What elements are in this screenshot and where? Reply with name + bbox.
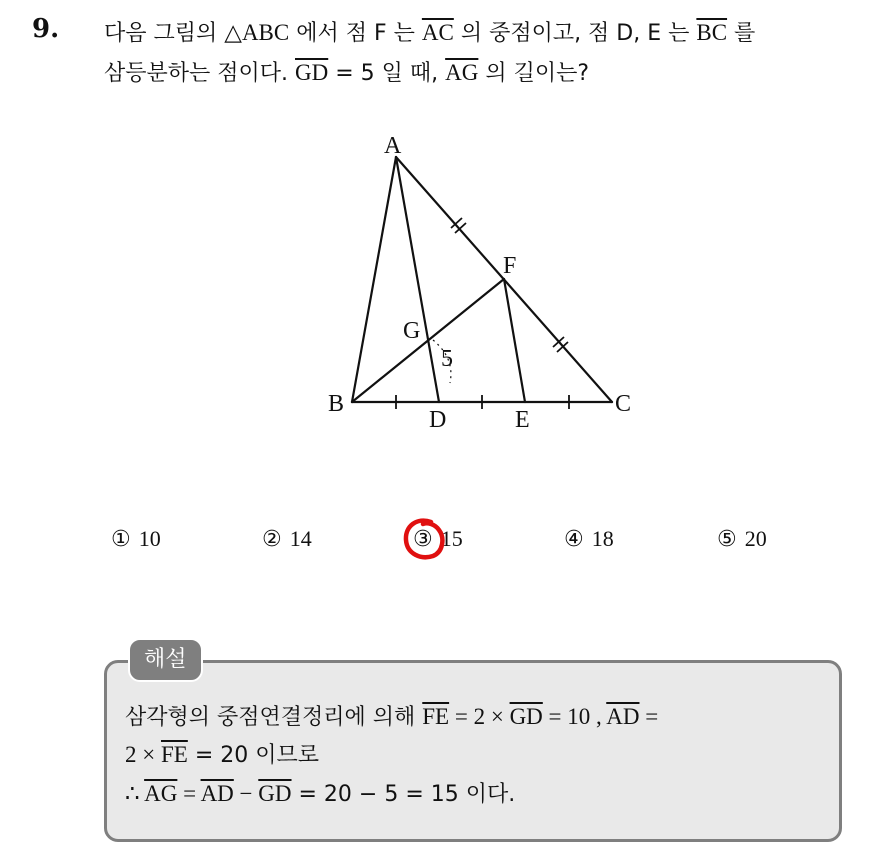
solution-line-3 <box>125 777 515 808</box>
solution-line-1 <box>125 700 658 731</box>
label-c: C <box>615 391 632 417</box>
question-line-2 <box>104 56 589 87</box>
solution-tag: 해설 <box>128 638 203 682</box>
segment-ad: $\overline{AD}$ <box>200 781 234 806</box>
solution-text: = 10 , <box>542 704 607 729</box>
label-a: A <box>384 133 402 159</box>
solution-text: = 20 − 5 = 15 이다. <box>291 782 516 807</box>
segment-bc: $\overline{BC}$ <box>696 20 728 45</box>
label-e: E <box>515 407 530 433</box>
question-line-1 <box>104 16 755 47</box>
question-text: = 5 일 때, <box>328 61 446 86</box>
solution-text: = <box>639 704 659 729</box>
segment-gd: $\overline{GD}$ <box>295 60 329 85</box>
label-gd-length: 5 <box>441 346 453 372</box>
segment-ac: $\overline{AC}$ <box>421 20 454 45</box>
label-b: B <box>328 391 345 417</box>
solution-text: = <box>177 781 201 806</box>
solution-text: = 20 이므로 <box>187 743 319 768</box>
choice-5[interactable] <box>717 526 767 552</box>
question-text: 를 <box>727 21 756 46</box>
therefore-symbol: ∴ <box>125 781 145 806</box>
choice-4[interactable] <box>564 526 614 552</box>
choice-value: 15 <box>440 526 463 551</box>
question-text: 에서 점 F 는 <box>289 21 422 46</box>
segment-ad: $\overline{AD}$ <box>606 704 640 729</box>
segment-gd: $\overline{GD}$ <box>258 781 292 806</box>
segment-fe: $\overline{FE}$ <box>160 742 188 767</box>
choice-1[interactable] <box>111 526 161 552</box>
segment-fe <box>504 279 525 402</box>
label-g: G <box>403 318 421 344</box>
solution-text: − <box>233 781 259 806</box>
question-text: 의 중점이고, 점 D, E 는 <box>453 21 697 46</box>
tick-marks <box>396 218 569 409</box>
choice-2[interactable] <box>262 526 312 552</box>
triangle-label: △ABC <box>224 20 290 45</box>
edge-ab <box>352 157 396 402</box>
segment-bf <box>352 279 504 402</box>
question-text: 의 길이는? <box>478 61 590 86</box>
solution-line-2 <box>125 738 319 769</box>
label-d: D <box>429 407 447 433</box>
segment-gd: $\overline{GD}$ <box>509 704 543 729</box>
label-f: F <box>503 253 517 279</box>
segment-ag: $\overline{AG}$ <box>144 781 178 806</box>
question-text: 다음 그림의 <box>104 21 225 46</box>
triangle-figure <box>310 120 650 440</box>
choice-number: ① <box>111 527 131 552</box>
choice-number: ④ <box>564 527 584 552</box>
choice-value: 20 <box>744 526 767 551</box>
solution-text: 2 × <box>125 742 161 767</box>
choice-value: 10 <box>138 526 161 551</box>
segment-fe: $\overline{FE}$ <box>422 704 450 729</box>
solution-text: = 2 × <box>449 704 510 729</box>
solution-text: 삼각형의 중점연결정리에 의해 <box>125 705 423 730</box>
question-text: 삼등분하는 점이다. <box>104 61 295 86</box>
choice-value: 18 <box>591 526 614 551</box>
question-number: 9. <box>32 14 60 44</box>
choice-value: 14 <box>289 526 312 551</box>
choice-number: ⑤ <box>717 527 737 552</box>
segment-ag: $\overline{AG}$ <box>445 60 479 85</box>
choice-number: ③ <box>413 527 433 552</box>
segment-ad <box>396 157 439 402</box>
answer-circle-mark <box>401 518 447 562</box>
choice-number: ② <box>262 527 282 552</box>
